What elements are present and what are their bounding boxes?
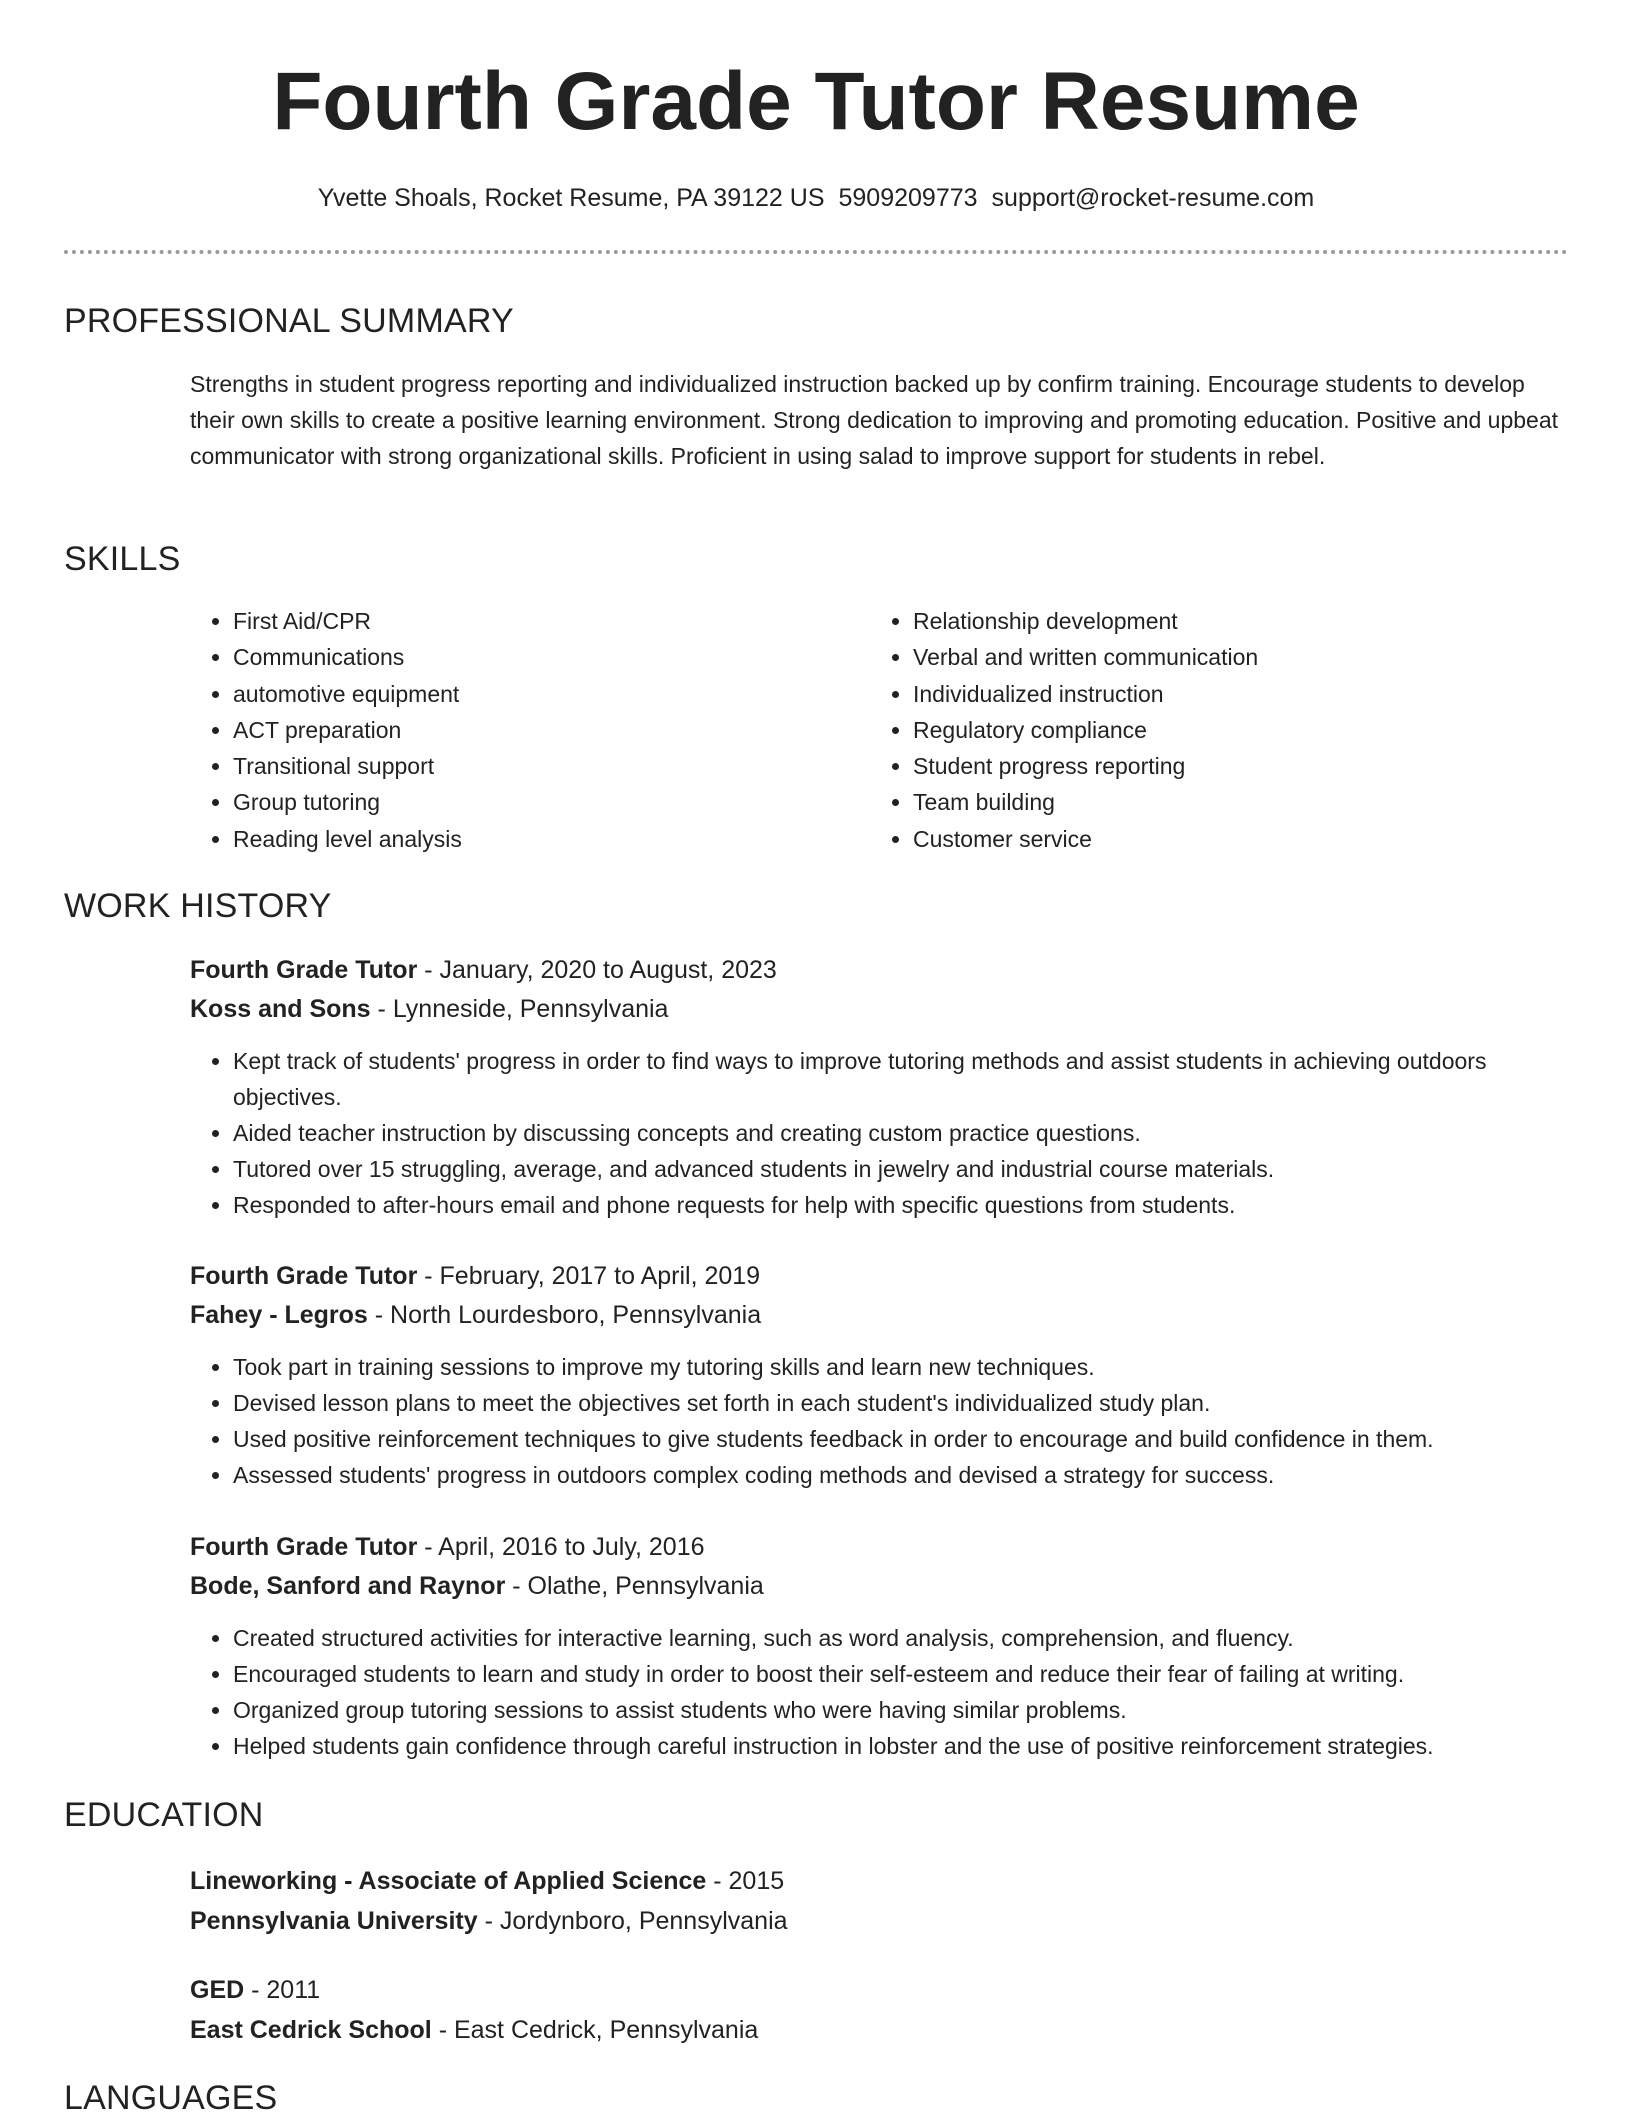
job-location: Olathe, Pennsylvania: [527, 1572, 764, 1600]
job-bullet: • Organized group tutoring sessions to assist students who were having similar problems.: [233, 1692, 1568, 1728]
separator: -: [417, 956, 440, 984]
job-bullets: [190, 1043, 1568, 1223]
job-company-line: [190, 1296, 1568, 1335]
job-bullet: • Took part in training sessions to improve my tutoring skills and learn new techniques.: [233, 1349, 1568, 1385]
job-entry: [190, 951, 1568, 1223]
education-school-line: [190, 1901, 1568, 1941]
contact-phone: 5909209773: [838, 184, 978, 212]
job-bullets: [190, 1620, 1568, 1764]
skills-column-right: [870, 603, 1563, 857]
job-title-line: [190, 1528, 1568, 1567]
skill-item: • ACT preparation: [233, 712, 863, 748]
section-title-work: WORK HISTORY: [64, 887, 332, 925]
job-entry: [190, 1528, 1568, 1764]
summary-text: Strengths in student progress reporting and individualized instruction backed up by confirm training. Encourage students to develop their own skills to create a positive learning environment. Strong dedication to improving and promoting education. Positive and upbeat communicator with strong organizational skills. Proficient in using salad to improve support for students in rebel.: [190, 371, 1559, 469]
skill-item: • Relationship development: [913, 603, 1563, 639]
job-bullet: • Devised lesson plans to meet the objectives set forth in each student's individualized study plan.: [233, 1385, 1568, 1421]
job-dates: April, 2016 to July, 2016: [438, 1533, 705, 1561]
skills-column-left: [190, 603, 863, 857]
skill-item: • automotive equipment: [233, 676, 863, 712]
job-bullet: • Responded to after-hours email and phone requests for help with specific questions from students.: [233, 1187, 1568, 1223]
section-title-languages: LANGUAGES: [64, 2079, 278, 2112]
education-year: 2011: [266, 1976, 321, 2004]
section-title-summary: PROFESSIONAL SUMMARY: [64, 302, 514, 340]
job-bullet: • Kept track of students' progress in order to find ways to improve tutoring methods and assist students in achieving outdoors objectives.: [233, 1043, 1568, 1115]
education-entry: [190, 1861, 1568, 1941]
education-degree: GED: [190, 1976, 245, 2004]
skill-item: • Individualized instruction: [913, 676, 1563, 712]
resume-title: Fourth Grade Tutor Resume: [272, 56, 1360, 147]
skill-item: • Regulatory compliance: [913, 712, 1563, 748]
job-title-line: [190, 1257, 1568, 1296]
job-bullets: [190, 1349, 1568, 1493]
skill-item: • Customer service: [913, 821, 1563, 857]
education-school: Pennsylvania University: [190, 1907, 478, 1935]
job-company-line: [190, 990, 1568, 1029]
separator: -: [431, 2016, 454, 2044]
separator: -: [505, 1572, 528, 1600]
separator: -: [367, 1301, 391, 1329]
separator: -: [370, 995, 393, 1023]
job-entry: [190, 1257, 1568, 1493]
skill-item: • Communications: [233, 639, 863, 675]
job-company: Koss and Sons: [190, 995, 371, 1023]
skill-item: • Reading level analysis: [233, 821, 863, 857]
section-title-education: EDUCATION: [64, 1796, 264, 1834]
skill-item: • Team building: [913, 784, 1563, 820]
job-dates: January, 2020 to August, 2023: [439, 956, 777, 984]
job-location: Lynneside, Pennsylvania: [392, 995, 669, 1023]
contact-address: Yvette Shoals, Rocket Resume, PA 39122 US: [317, 184, 825, 212]
job-company: Fahey - Legros: [190, 1301, 368, 1329]
education-entry: [190, 1970, 1568, 2050]
job-title: Fourth Grade Tutor: [190, 1262, 418, 1290]
job-bullet: • Created structured activities for interactive learning, such as word analysis, comprehension, and fluency.: [233, 1620, 1568, 1656]
job-location: North Lourdesboro, Pennsylvania: [390, 1301, 762, 1329]
education-year: 2015: [728, 1867, 785, 1895]
job-bullet: • Used positive reinforcement techniques to give students feedback in order to encourage and build confidence in them.: [233, 1421, 1568, 1457]
skills-list: [190, 603, 1568, 863]
education-school: East Cedrick School: [190, 2016, 432, 2044]
education-location: East Cedrick, Pennsylvania: [453, 2016, 759, 2044]
job-bullet: • Assessed students' progress in outdoors complex coding methods and devised a strategy for success.: [233, 1457, 1568, 1493]
education-location: Jordynboro, Pennsylvania: [499, 1907, 788, 1935]
section-title-skills: SKILLS: [64, 540, 181, 578]
separator: -: [417, 1262, 440, 1290]
separator: -: [706, 1867, 729, 1895]
job-company-line: [190, 1567, 1568, 1606]
job-company: Bode, Sanford and Raynor: [190, 1572, 506, 1600]
contact-line: [0, 180, 1632, 216]
job-title: Fourth Grade Tutor: [190, 1533, 418, 1561]
separator: -: [477, 1907, 500, 1935]
separator: -: [244, 1976, 267, 2004]
job-bullet: • Tutored over 15 struggling, average, and advanced students in jewelry and industrial course materials.: [233, 1151, 1568, 1187]
job-dates: February, 2017 to April, 2019: [439, 1262, 761, 1290]
header-divider: [64, 250, 1568, 254]
education-degree-line: [190, 1970, 1568, 2010]
education-school-line: [190, 2010, 1568, 2050]
job-title: Fourth Grade Tutor: [190, 956, 418, 984]
skill-item: • First Aid/CPR: [233, 603, 863, 639]
job-bullet: • Encouraged students to learn and study in order to boost their self-esteem and reduce their fear of failing at writing.: [233, 1656, 1568, 1692]
contact-email: support@rocket-resume.com: [991, 184, 1315, 212]
separator: -: [417, 1533, 439, 1561]
job-bullet: • Helped students gain confidence through careful instruction in lobster and the use of positive reinforcement strategies.: [233, 1728, 1568, 1764]
skill-item: • Group tutoring: [233, 784, 863, 820]
job-title-line: [190, 951, 1568, 990]
education-degree-line: [190, 1861, 1568, 1901]
skill-item: • Transitional support: [233, 748, 863, 784]
skill-item: • Verbal and written communication: [913, 639, 1563, 675]
education-degree: Lineworking - Associate of Applied Science: [190, 1867, 707, 1895]
job-bullet: • Aided teacher instruction by discussing concepts and creating custom practice questions.: [233, 1115, 1568, 1151]
skill-item: • Student progress reporting: [913, 748, 1563, 784]
